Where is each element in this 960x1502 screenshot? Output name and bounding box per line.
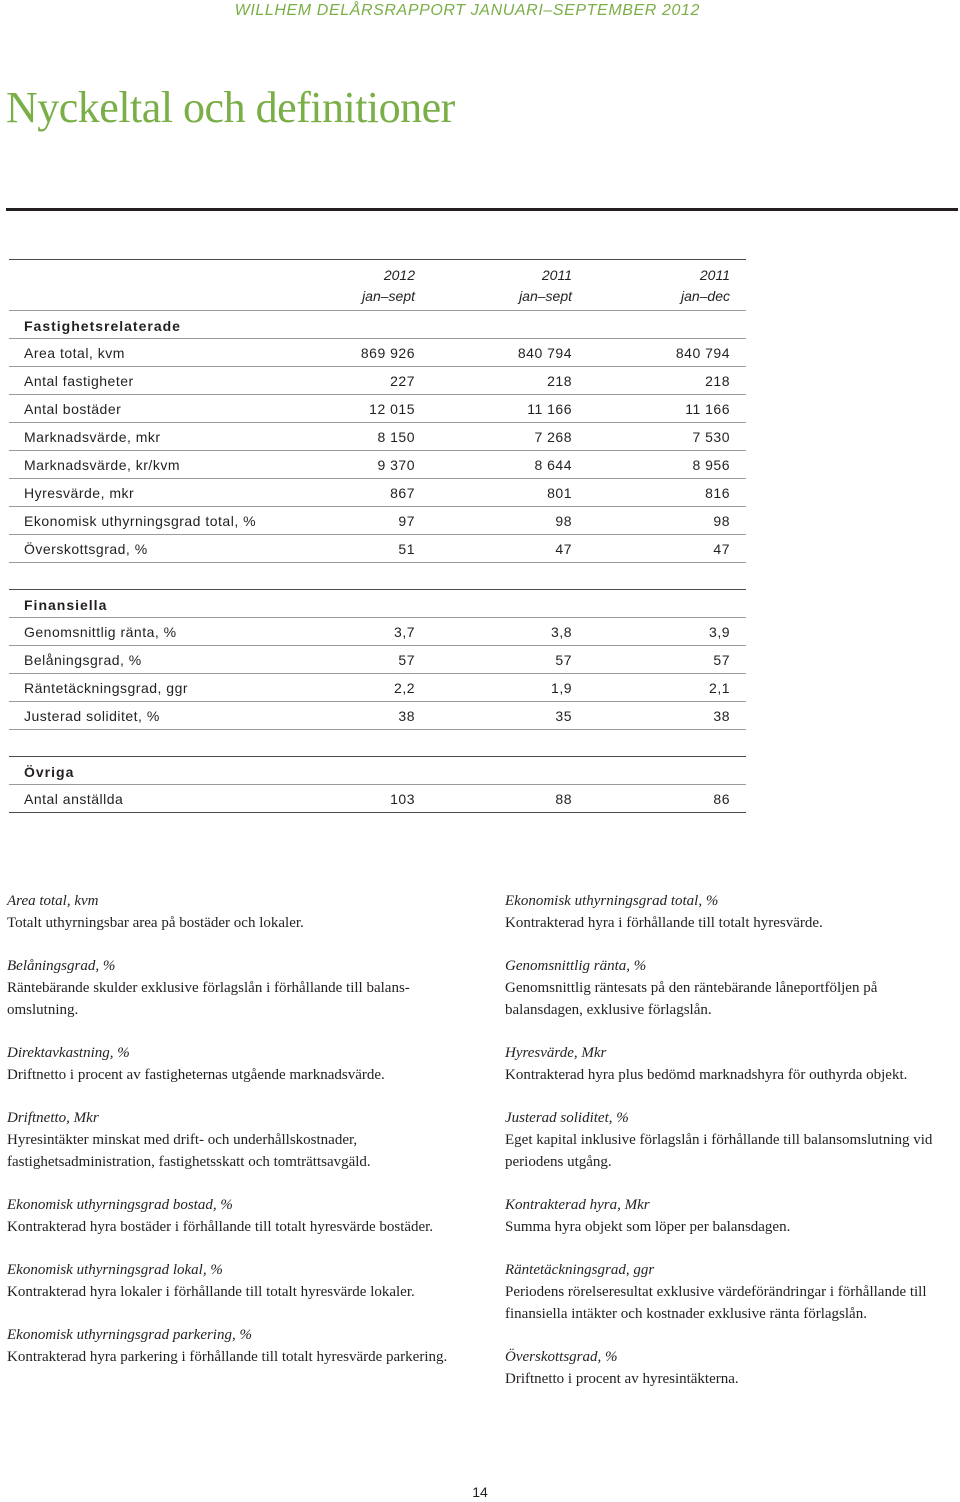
definition-description: Driftnetto i procent av fastigheternas utgående marknadsvärde.	[7, 1067, 385, 1083]
row-value-col-1: 51	[398, 541, 415, 557]
table-row	[9, 423, 746, 451]
definitions-right	[505, 890, 955, 1411]
row-value-col-1: 867	[390, 485, 415, 501]
section-spacer	[9, 563, 746, 590]
definition-description: Kontrakterad hyra plus bedömd marknadshyra för outhyrda objekt.	[505, 1067, 908, 1083]
definition-term: Kontrakterad hyra, Mkr	[505, 1197, 650, 1213]
row-value-col-2: 88	[555, 791, 572, 807]
table-row	[9, 674, 746, 702]
definition-item	[505, 1259, 955, 1325]
row-value-col-2: 218	[547, 373, 572, 389]
page-title: Nyckeltal och definitioner	[6, 83, 455, 132]
definition-description: Räntebärande skulder exklusive förlagslån i förhållande till balans- omslutning.	[7, 980, 410, 1018]
definition-description: Periodens rörelseresultat exklusive värdeförändringar i förhållande till finansiella intäkter och kostnader exklusive ränta förlagslån.	[505, 1284, 927, 1322]
table-row	[9, 785, 746, 813]
row-value-col-3: 218	[705, 373, 730, 389]
table-row	[9, 618, 746, 646]
definition-description: Kontrakterad hyra i förhållande till totalt hyresvärde.	[505, 915, 823, 931]
definition-description: Eget kapital inklusive förlagslån i förhållande till balansomslutning vid periodens utgång.	[505, 1132, 933, 1170]
row-value-col-3: 11 166	[685, 401, 730, 417]
row-value-col-3: 7 530	[692, 429, 730, 445]
column-header-3	[681, 265, 730, 307]
row-value-col-2: 47	[555, 541, 572, 557]
row-value-col-1: 9 370	[377, 457, 415, 473]
definition-term: Driftnetto, Mkr	[7, 1110, 99, 1126]
definition-term: Genomsnittlig ränta, %	[505, 958, 647, 974]
definition-description: Summa hyra objekt som löper per balansdagen.	[505, 1219, 791, 1235]
row-label: Hyresvärde, mkr	[24, 485, 135, 501]
row-value-col-1: 12 015	[369, 401, 415, 417]
row-value-col-2: 7 268	[534, 429, 572, 445]
row-value-col-1: 57	[398, 652, 415, 668]
row-label: Belåningsgrad, %	[24, 652, 142, 668]
row-label: Genomsnittlig ränta, %	[24, 624, 177, 640]
table-header-row	[9, 260, 746, 311]
row-value-col-2: 57	[555, 652, 572, 668]
column-year: 2011	[699, 267, 730, 283]
definition-term: Ekonomisk uthyrningsgrad total, %	[505, 893, 719, 909]
page-number: 14	[472, 1484, 488, 1500]
definition-term: Area total, kvm	[7, 893, 99, 909]
row-value-col-2: 801	[547, 485, 572, 501]
definition-description: Kontrakterad hyra bostäder i förhållande till totalt hyresvärde bostäder.	[7, 1219, 434, 1235]
row-label: Antal anställda	[24, 791, 124, 807]
definition-term: Ekonomisk uthyrningsgrad lokal, %	[7, 1262, 223, 1278]
section-header-row	[9, 311, 746, 339]
column-year: 2011	[541, 267, 572, 283]
row-value-col-1: 97	[398, 513, 415, 529]
column-header-2	[519, 265, 572, 307]
definition-term: Justerad soliditet, %	[505, 1110, 629, 1126]
definition-item	[7, 1107, 477, 1173]
row-value-col-1: 227	[390, 373, 415, 389]
row-value-col-2: 3,8	[551, 624, 572, 640]
row-value-col-1: 38	[398, 708, 415, 724]
column-period: jan–dec	[680, 288, 730, 304]
row-value-col-2: 11 166	[527, 401, 572, 417]
row-value-col-3: 2,1	[709, 680, 730, 696]
definition-item	[7, 890, 477, 934]
table-row	[9, 702, 746, 730]
table-row	[9, 535, 746, 563]
definition-term: Ekonomisk uthyrningsgrad parkering, %	[7, 1327, 252, 1343]
kpi-table	[9, 259, 746, 813]
definition-description: Driftnetto i procent av hyresintäkterna.	[505, 1371, 739, 1387]
row-label: Antal fastigheter	[24, 373, 134, 389]
column-period: jan–sept	[362, 288, 415, 304]
row-value-col-2: 1,9	[551, 680, 572, 696]
row-label: Antal bostäder	[24, 401, 122, 417]
definition-item	[505, 1042, 955, 1086]
column-year: 2012	[383, 267, 415, 283]
row-value-col-2: 98	[555, 513, 572, 529]
row-label: Marknadsvärde, kr/kvm	[24, 457, 180, 473]
row-value-col-3: 47	[713, 541, 730, 557]
row-value-col-3: 38	[713, 708, 730, 724]
row-label: Justerad soliditet, %	[24, 708, 160, 724]
table-row	[9, 507, 746, 535]
title-rule	[6, 208, 958, 211]
row-value-col-3: 816	[705, 485, 730, 501]
definition-item	[505, 890, 955, 934]
section-header-row	[9, 757, 746, 785]
section-spacer	[9, 730, 746, 757]
row-value-col-1: 2,2	[394, 680, 415, 696]
definition-description: Totalt uthyrningsbar area på bostäder och lokaler.	[7, 915, 304, 931]
row-value-col-1: 3,7	[394, 624, 415, 640]
row-label: Överskottsgrad, %	[24, 541, 148, 557]
definition-term: Räntetäckningsgrad, ggr	[505, 1262, 655, 1278]
row-value-col-3: 840 794	[675, 345, 730, 361]
section-title: Övriga	[24, 764, 75, 780]
definition-item	[7, 1324, 477, 1368]
definition-term: Hyresvärde, Mkr	[505, 1045, 607, 1061]
running-header: WILLHEM DELÅRSRAPPORT JANUARI–SEPTEMBER 2012	[234, 2, 700, 19]
definition-item	[505, 1346, 955, 1390]
column-period: jan–sept	[519, 288, 572, 304]
definition-item	[7, 1194, 477, 1238]
column-header-1	[362, 265, 415, 307]
row-label: Marknadsvärde, mkr	[24, 429, 161, 445]
row-value-col-1: 103	[390, 791, 415, 807]
table-row	[9, 479, 746, 507]
row-value-col-3: 8 956	[692, 457, 730, 473]
definition-term: Ekonomisk uthyrningsgrad bostad, %	[7, 1197, 233, 1213]
definition-item	[505, 1107, 955, 1173]
section-header-row	[9, 590, 746, 618]
table-row	[9, 451, 746, 479]
table-row	[9, 339, 746, 367]
table-row	[9, 646, 746, 674]
row-value-col-2: 35	[555, 708, 572, 724]
table-row	[9, 395, 746, 423]
row-label: Area total, kvm	[24, 345, 125, 361]
row-label: Ekonomisk uthyrningsgrad total, %	[24, 513, 257, 529]
row-value-col-2: 8 644	[534, 457, 572, 473]
section-title: Finansiella	[24, 597, 108, 613]
definition-item	[505, 1194, 955, 1238]
definition-description: Kontrakterad hyra parkering i förhållande till totalt hyresvärde parkering.	[7, 1349, 448, 1365]
definition-description: Genomsnittlig räntesats på den räntebärande låneportföljen på balansdagen, exklusive förlagslån.	[505, 980, 878, 1018]
section-title: Fastighetsrelaterade	[24, 318, 181, 334]
row-label: Räntetäckningsgrad, ggr	[24, 680, 189, 696]
definition-item	[7, 955, 477, 1021]
definition-description: Hyresintäkter minskat med drift- och underhållskostnader, fastighetsadministration, fastighetsskatt och tomträttsavgäld.	[7, 1132, 371, 1170]
definition-item	[505, 955, 955, 1021]
row-value-col-3: 57	[713, 652, 730, 668]
row-value-col-3: 3,9	[709, 624, 730, 640]
definitions-left	[7, 890, 477, 1389]
definition-description: Kontrakterad hyra lokaler i förhållande till totalt hyresvärde lokaler.	[7, 1284, 415, 1300]
row-value-col-3: 98	[713, 513, 730, 529]
definition-term: Överskottsgrad, %	[505, 1349, 618, 1365]
row-value-col-1: 869 926	[360, 345, 415, 361]
definition-term: Direktavkastning, %	[7, 1045, 130, 1061]
definition-item	[7, 1042, 477, 1086]
definition-item	[7, 1259, 477, 1303]
row-value-col-3: 86	[713, 791, 730, 807]
row-value-col-1: 8 150	[377, 429, 415, 445]
table-row	[9, 367, 746, 395]
definition-term: Belåningsgrad, %	[7, 958, 116, 974]
row-value-col-2: 840 794	[517, 345, 572, 361]
